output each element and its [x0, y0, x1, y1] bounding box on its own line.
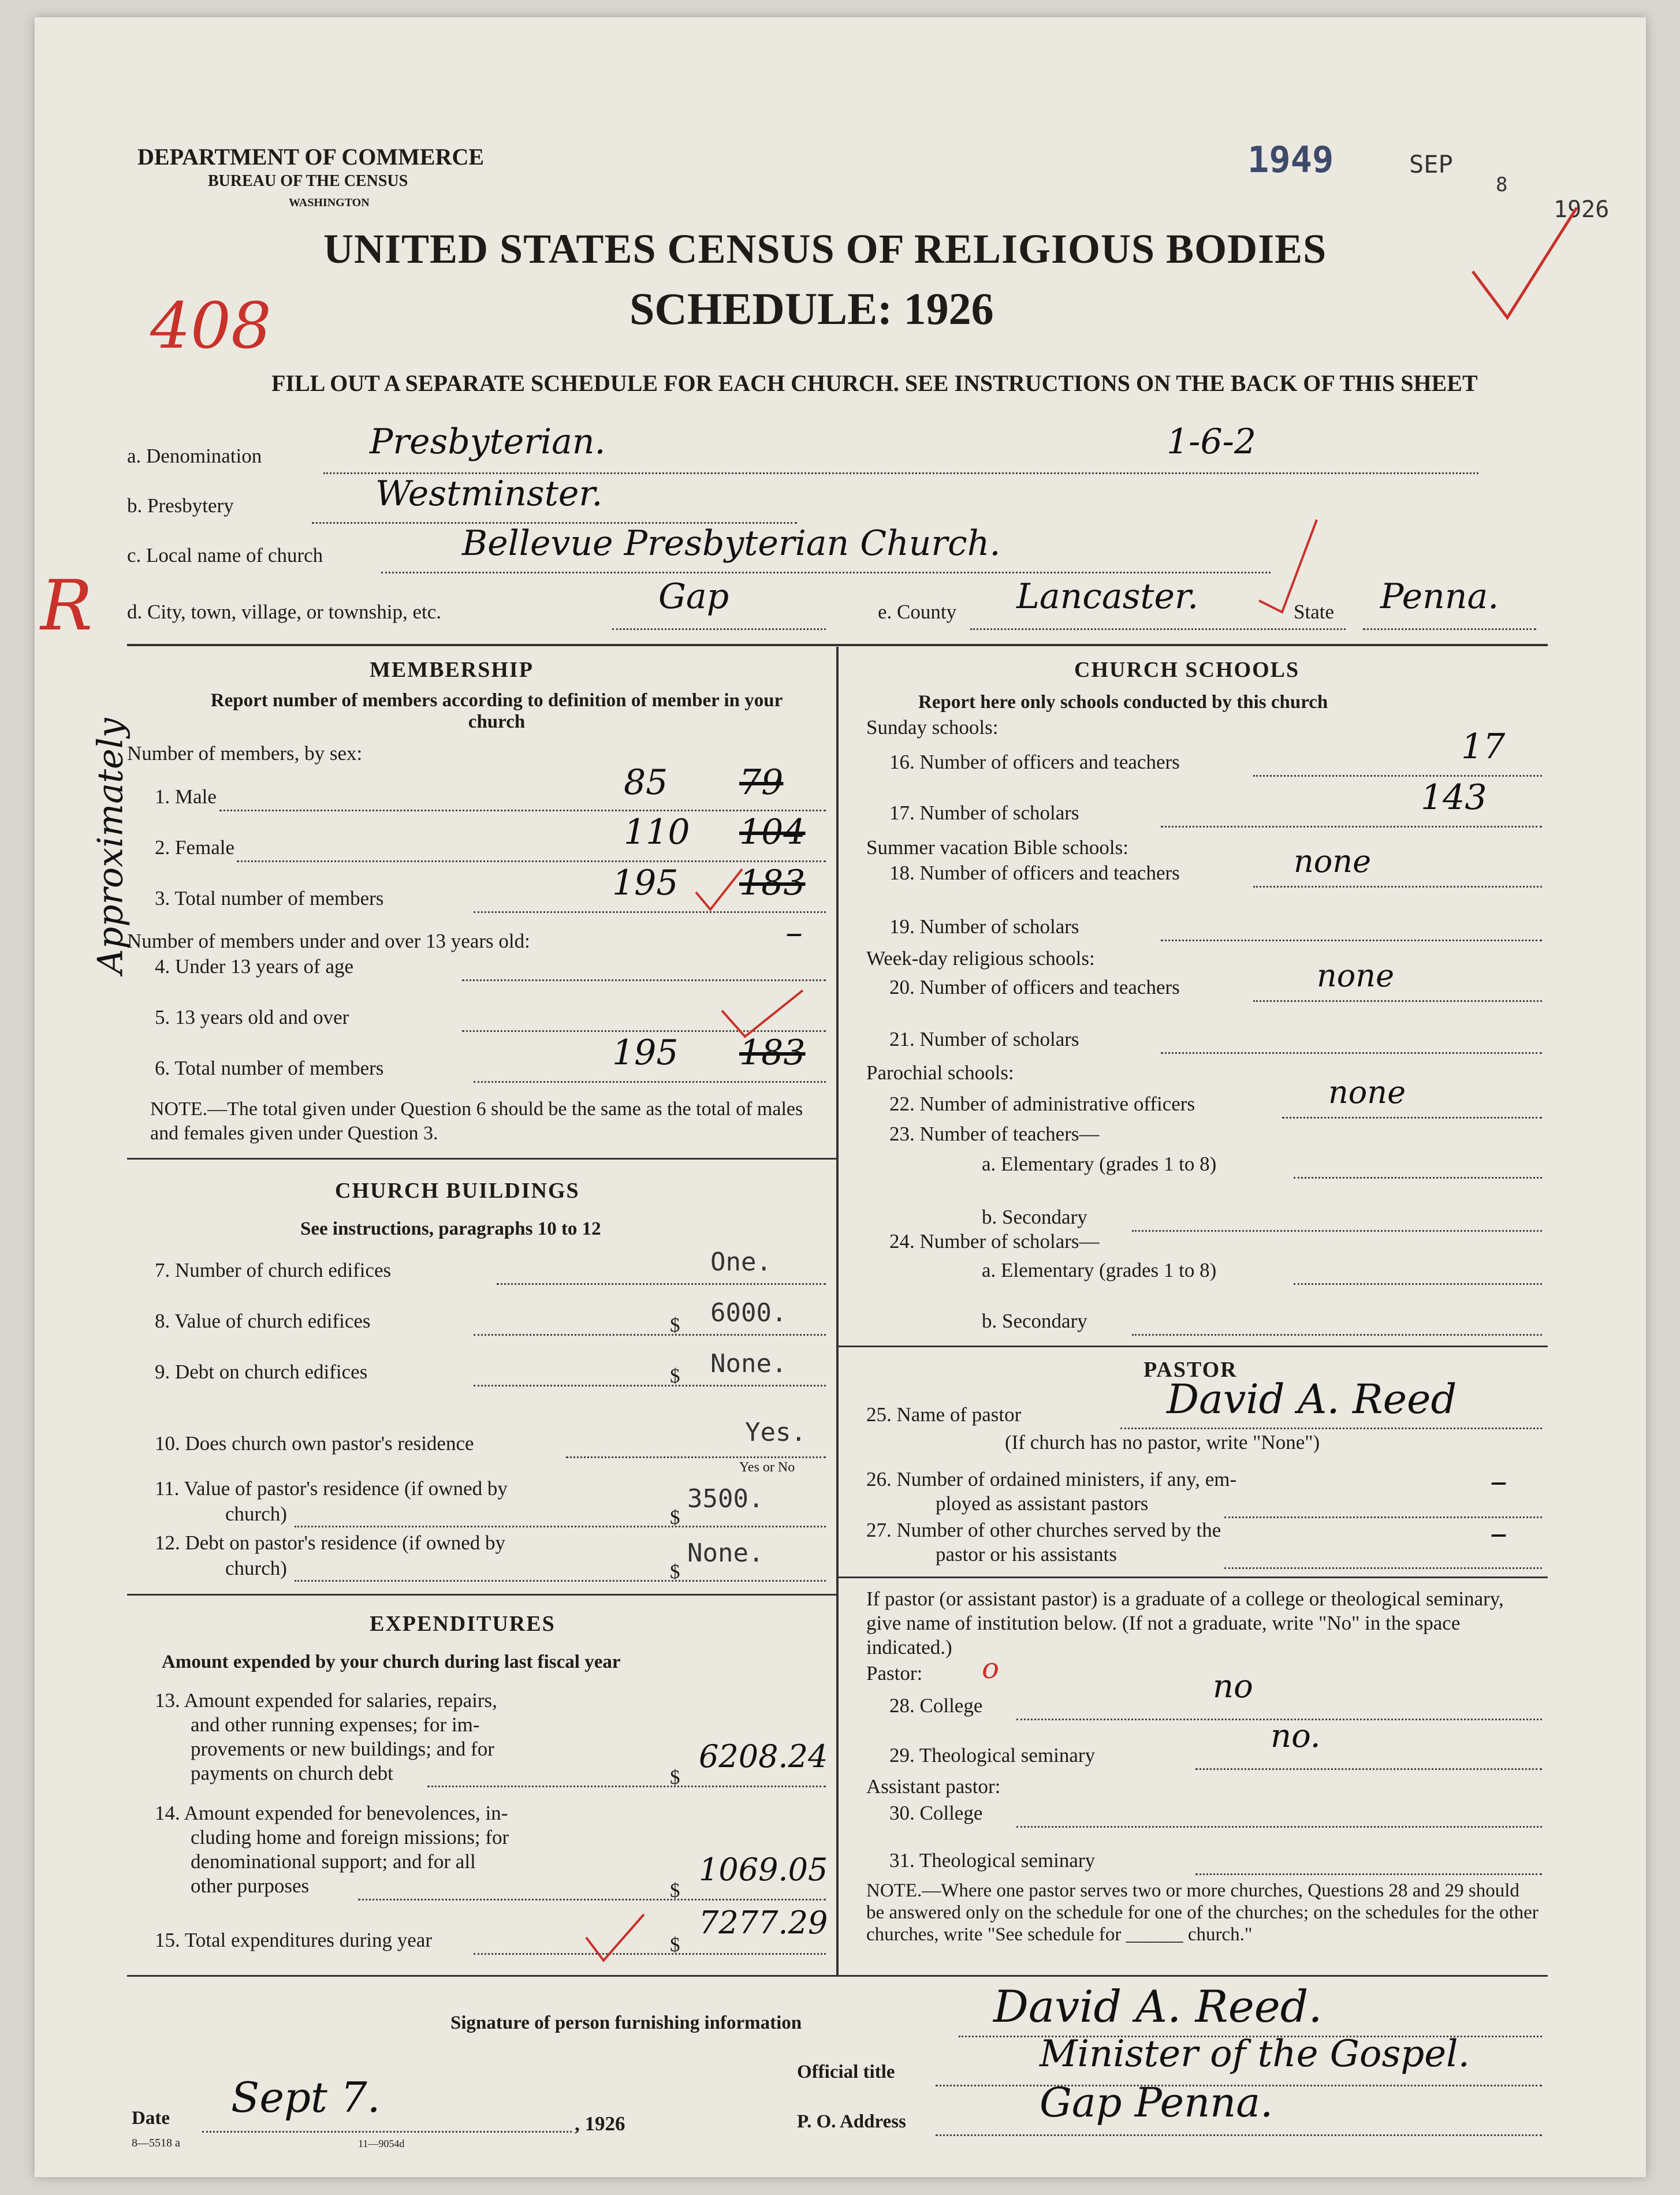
- schools-divider: [839, 1346, 1548, 1347]
- total-members-line: [474, 911, 826, 913]
- q31-line: [1195, 1873, 1542, 1875]
- received-stamp-number: 1949: [1247, 139, 1334, 181]
- q8-value: 6000.: [710, 1298, 787, 1328]
- pastor-note: NOTE.—Where one pastor serves two or more churches, Questions 28 and 29 should be answered only on the schedule for one of the churches; on the schedules for the other churches, write "See schedule for ______ church.": [866, 1880, 1539, 1945]
- q17-label: 17. Number of scholars: [889, 802, 1079, 824]
- total-members-6-label: 6. Total number of members: [155, 1057, 384, 1079]
- q18-line: [1253, 886, 1542, 888]
- q11-label: 11. Value of pastor's residence (if owned by: [155, 1477, 508, 1500]
- pastor-divider: [839, 1577, 1548, 1578]
- q25-value: David A. Reed: [1167, 1376, 1457, 1423]
- q12-dollar: $: [670, 1560, 680, 1583]
- buildings-divider: [127, 1594, 836, 1596]
- female-line: [237, 860, 826, 862]
- q15-label: 15. Total expenditures during year: [155, 1929, 432, 1951]
- q8-label: 8. Value of church edifices: [155, 1310, 371, 1332]
- column-divider: [836, 647, 839, 1975]
- red-margin-letter: R: [40, 566, 93, 646]
- received-stamp-year: 1926: [1554, 196, 1610, 223]
- q29-line: [1195, 1768, 1542, 1770]
- buildings-subheading: See instructions, paragraphs 10 to 12: [300, 1218, 601, 1239]
- state-label: State: [1294, 601, 1334, 623]
- church-name-label: c. Local name of church: [127, 544, 323, 567]
- q16-value: 17: [1461, 726, 1506, 767]
- official-title-value: Minister of the Gospel.: [1040, 2033, 1470, 2075]
- expenditures-subheading: Amount expended by your church during last fiscal year: [162, 1652, 621, 1672]
- q11-value: 3500.: [687, 1484, 764, 1514]
- q15-line: [474, 1953, 826, 1955]
- q24a-label: a. Elementary (grades 1 to 8): [982, 1259, 1217, 1281]
- po-address-line: [936, 2134, 1542, 2136]
- q21-label: 21. Number of scholars: [889, 1028, 1079, 1050]
- female-label: 2. Female: [155, 836, 235, 859]
- q9-value: None.: [710, 1349, 787, 1378]
- q9-dollar: $: [670, 1365, 680, 1387]
- q15-value: 7277.29: [699, 1905, 828, 1941]
- red-check-mark-icon: [693, 866, 745, 912]
- red-circle-mark: o: [982, 1652, 1000, 1685]
- q25-note: (If church has no pastor, write "None"): [1005, 1431, 1320, 1454]
- q9-line: [474, 1385, 826, 1387]
- city-label: d. City, town, village, or township, etc.: [127, 601, 442, 623]
- q14-label-4: other purposes: [191, 1874, 310, 1897]
- q7-label: 7. Number of church edifices: [155, 1259, 392, 1281]
- q14-dollar: $: [670, 1879, 680, 1902]
- q13-label-3: provements or new buildings; and for: [191, 1738, 494, 1760]
- female-old-value: 104: [739, 812, 806, 852]
- header-divider: [127, 644, 1548, 646]
- red-check-mark-icon: [1467, 202, 1582, 329]
- q23a-line: [1294, 1177, 1542, 1179]
- under-13-line: [462, 979, 826, 981]
- summer-schools-label: Summer vacation Bible schools:: [866, 836, 1128, 859]
- signature-value: David A. Reed.: [993, 1981, 1323, 2032]
- q12-value: None.: [687, 1538, 764, 1568]
- q16-label: 16. Number of officers and teachers: [889, 751, 1180, 773]
- q9-label: 9. Debt on church edifices: [155, 1361, 368, 1383]
- q19-line: [1161, 940, 1542, 941]
- print-number: 11—9054d: [358, 2138, 405, 2149]
- q17-value: 143: [1421, 777, 1487, 818]
- footer-divider: [127, 1975, 1548, 1977]
- q13-value: 6208.24: [699, 1738, 828, 1775]
- total-members-6-line: [474, 1081, 826, 1083]
- q29-label: 29. Theological seminary: [889, 1744, 1096, 1767]
- q26-label-2: ployed as assistant pastors: [936, 1492, 1149, 1515]
- form-number: 8—5518 a: [132, 2137, 180, 2149]
- q26-value: –: [1490, 1461, 1507, 1501]
- q30-label: 30. College: [889, 1802, 983, 1824]
- q23-label: 23. Number of teachers—: [889, 1123, 1100, 1145]
- graduate-note: If pastor (or assistant pastor) is a graduate of a college or theological seminary, give name of institution below. (If not a graduate, write "No" in the space indicated.): [866, 1587, 1504, 1659]
- q29-value: no.: [1271, 1717, 1321, 1755]
- weekday-schools-label: Week-day religious schools:: [866, 947, 1095, 970]
- form-title: UNITED STATES CENSUS OF RELIGIOUS BODIES: [323, 226, 1327, 272]
- members-by-age-label: Number of members under and over 13 years old:: [127, 930, 530, 952]
- male-old-value: 79: [739, 762, 784, 803]
- q11-dollar: $: [670, 1506, 680, 1529]
- q23b-line: [1132, 1230, 1542, 1232]
- bureau-heading: BUREAU OF THE CENSUS: [208, 172, 408, 190]
- male-line: [219, 810, 826, 811]
- q14-label-1: 14. Amount expended for benevolences, in-: [155, 1802, 508, 1824]
- denomination-value: Presbyterian.: [370, 422, 606, 462]
- under-13-label: 4. Under 13 years of age: [155, 955, 354, 978]
- q14-value: 1069.05: [699, 1851, 828, 1888]
- q7-value: One.: [710, 1247, 772, 1277]
- q10-label: 10. Does church own pastor's residence: [155, 1432, 474, 1455]
- city-heading: WASHINGTON: [289, 196, 370, 209]
- red-file-number: 408: [150, 289, 271, 363]
- yes-or-no-hint: Yes or No: [739, 1460, 795, 1475]
- pastor-heading: PASTOR: [1143, 1358, 1238, 1382]
- denomination-label: a. Denomination: [127, 445, 262, 467]
- q22-line: [1282, 1117, 1542, 1119]
- schools-heading: CHURCH SCHOOLS: [1074, 658, 1300, 682]
- q8-dollar: $: [670, 1314, 680, 1336]
- instructions-line: FILL OUT A SEPARATE SCHEDULE FOR EACH CHURCH. SEE INSTRUCTIONS ON THE BACK OF THIS SHEET: [271, 370, 1478, 396]
- schools-subheading: Report here only schools conducted by this church: [918, 692, 1328, 713]
- membership-note: NOTE.—The total given under Question 6 should be the same as the total of males and females given under Question 3.: [150, 1098, 803, 1144]
- total-members-6-value: 195: [612, 1033, 679, 1073]
- over-13-label: 5. 13 years old and over: [155, 1006, 349, 1028]
- schedule-title: SCHEDULE: 1926: [629, 284, 994, 334]
- county-line: [970, 628, 1346, 630]
- membership-heading: MEMBERSHIP: [370, 658, 534, 682]
- parochial-schools-label: Parochial schools:: [866, 1061, 1014, 1084]
- assistant-pastor-subheading: Assistant pastor:: [866, 1775, 1001, 1798]
- sunday-schools-label: Sunday schools:: [866, 716, 999, 739]
- q14-label-2: cluding home and foreign missions; for: [191, 1826, 509, 1849]
- q28-value: no: [1213, 1668, 1253, 1705]
- members-by-sex-label: Number of members, by sex:: [127, 742, 363, 765]
- q16-line: [1253, 775, 1542, 777]
- q11-line: [295, 1526, 826, 1527]
- male-value: 85: [624, 762, 668, 803]
- q23a-label: a. Elementary (grades 1 to 8): [982, 1153, 1217, 1175]
- buildings-heading: CHURCH BUILDINGS: [335, 1179, 580, 1203]
- po-address-value: Gap Penna.: [1040, 2079, 1273, 2126]
- date-label: Date: [132, 2108, 170, 2129]
- total-members-old-value: 183: [739, 863, 806, 903]
- total-members-label: 3. Total number of members: [155, 887, 384, 910]
- q12-label-cont: church): [225, 1557, 287, 1579]
- q25-line: [1120, 1428, 1542, 1429]
- q24b-label: b. Secondary: [982, 1310, 1087, 1332]
- city-line: [612, 628, 826, 630]
- q7-line: [497, 1283, 826, 1285]
- received-stamp-day: 8: [1496, 173, 1508, 196]
- q20-line: [1253, 1000, 1542, 1002]
- census-schedule-sheet: [35, 17, 1646, 2177]
- received-stamp-month: SEP: [1409, 150, 1453, 178]
- q26-label-1: 26. Number of ordained ministers, if any, em-: [866, 1468, 1237, 1490]
- q19-label: 19. Number of scholars: [889, 915, 1079, 938]
- expenditures-heading: EXPENDITURES: [370, 1612, 556, 1636]
- q10-line: [566, 1456, 826, 1458]
- q24a-line: [1294, 1283, 1542, 1285]
- q28-label: 28. College: [889, 1694, 983, 1717]
- q13-line: [427, 1786, 826, 1787]
- q27-line: [1224, 1567, 1542, 1569]
- q21-line: [1161, 1052, 1542, 1054]
- q20-value: none: [1317, 957, 1395, 994]
- total-members-value: 195: [612, 863, 679, 903]
- q22-label: 22. Number of administrative officers: [889, 1093, 1195, 1115]
- q10-value: Yes.: [745, 1418, 806, 1447]
- city-value: Gap: [658, 576, 729, 617]
- signature-label: Signature of person furnishing information: [450, 2013, 802, 2033]
- q17-line: [1161, 826, 1542, 828]
- church-name-line: [381, 572, 1271, 573]
- department-heading: DEPARTMENT OF COMMERCE: [137, 144, 485, 170]
- pastor-subheading: Pastor:: [866, 1662, 923, 1685]
- margin-note-approximately: Approximately: [90, 718, 131, 974]
- state-line: [1363, 628, 1536, 630]
- presbytery-label: b. Presbytery: [127, 494, 234, 517]
- state-value: Penna.: [1380, 576, 1499, 617]
- q27-label-1: 27. Number of other churches served by the: [866, 1519, 1221, 1541]
- q24-label: 24. Number of scholars—: [889, 1230, 1100, 1253]
- q23b-label: b. Secondary: [982, 1206, 1087, 1228]
- q24b-line: [1132, 1334, 1542, 1336]
- q13-label-1: 13. Amount expended for salaries, repairs,: [155, 1689, 497, 1712]
- q14-line: [358, 1899, 826, 1900]
- q13-label-4: payments on church debt: [191, 1762, 393, 1784]
- q27-value: –: [1490, 1513, 1507, 1553]
- q14-label-3: denominational support; and for all: [191, 1850, 476, 1873]
- q27-label-2: pastor or his assistants: [936, 1543, 1117, 1566]
- membership-intro: Report number of members according to definition of member in your church: [210, 690, 783, 732]
- q15-dollar: $: [670, 1933, 680, 1956]
- q30-line: [1016, 1826, 1542, 1828]
- county-label: e. County: [878, 601, 957, 623]
- red-check-mark-icon: [716, 987, 809, 1039]
- q13-label-2: and other running expenses; for im-: [191, 1713, 480, 1736]
- total-members-6-old-value: 183: [739, 1033, 806, 1073]
- q22-value: none: [1328, 1074, 1406, 1110]
- q31-label: 31. Theological seminary: [889, 1849, 1096, 1872]
- q12-label: 12. Debt on pastor's residence (if owned by: [155, 1531, 505, 1554]
- male-label: 1. Male: [155, 785, 217, 808]
- q8-line: [474, 1334, 826, 1336]
- female-value: 110: [624, 812, 690, 852]
- q13-dollar: $: [670, 1766, 680, 1788]
- po-address-label: P. O. Address: [797, 2111, 906, 2132]
- q25-label: 25. Name of pastor: [866, 1403, 1022, 1426]
- q18-value: none: [1294, 843, 1372, 880]
- membership-divider: [127, 1158, 836, 1160]
- date-year: , 1926: [575, 2112, 625, 2135]
- q18-label: 18. Number of officers and teachers: [889, 862, 1180, 884]
- q12-line: [295, 1580, 826, 1582]
- date-line: [202, 2131, 572, 2133]
- red-check-mark-icon: [583, 1911, 647, 1963]
- q11-label-cont: church): [225, 1503, 287, 1525]
- county-value: Lancaster.: [1016, 576, 1199, 617]
- presbytery-value: Westminster.: [375, 474, 603, 514]
- q20-label: 20. Number of officers and teachers: [889, 976, 1180, 998]
- church-name-value: Bellevue Presbyterian Church.: [462, 523, 1001, 564]
- date-value: Sept 7.: [231, 2073, 381, 2122]
- members-by-age-dash: –: [785, 912, 803, 953]
- official-title-label: Official title: [797, 2062, 895, 2082]
- category-code: 1-6-2: [1167, 422, 1257, 462]
